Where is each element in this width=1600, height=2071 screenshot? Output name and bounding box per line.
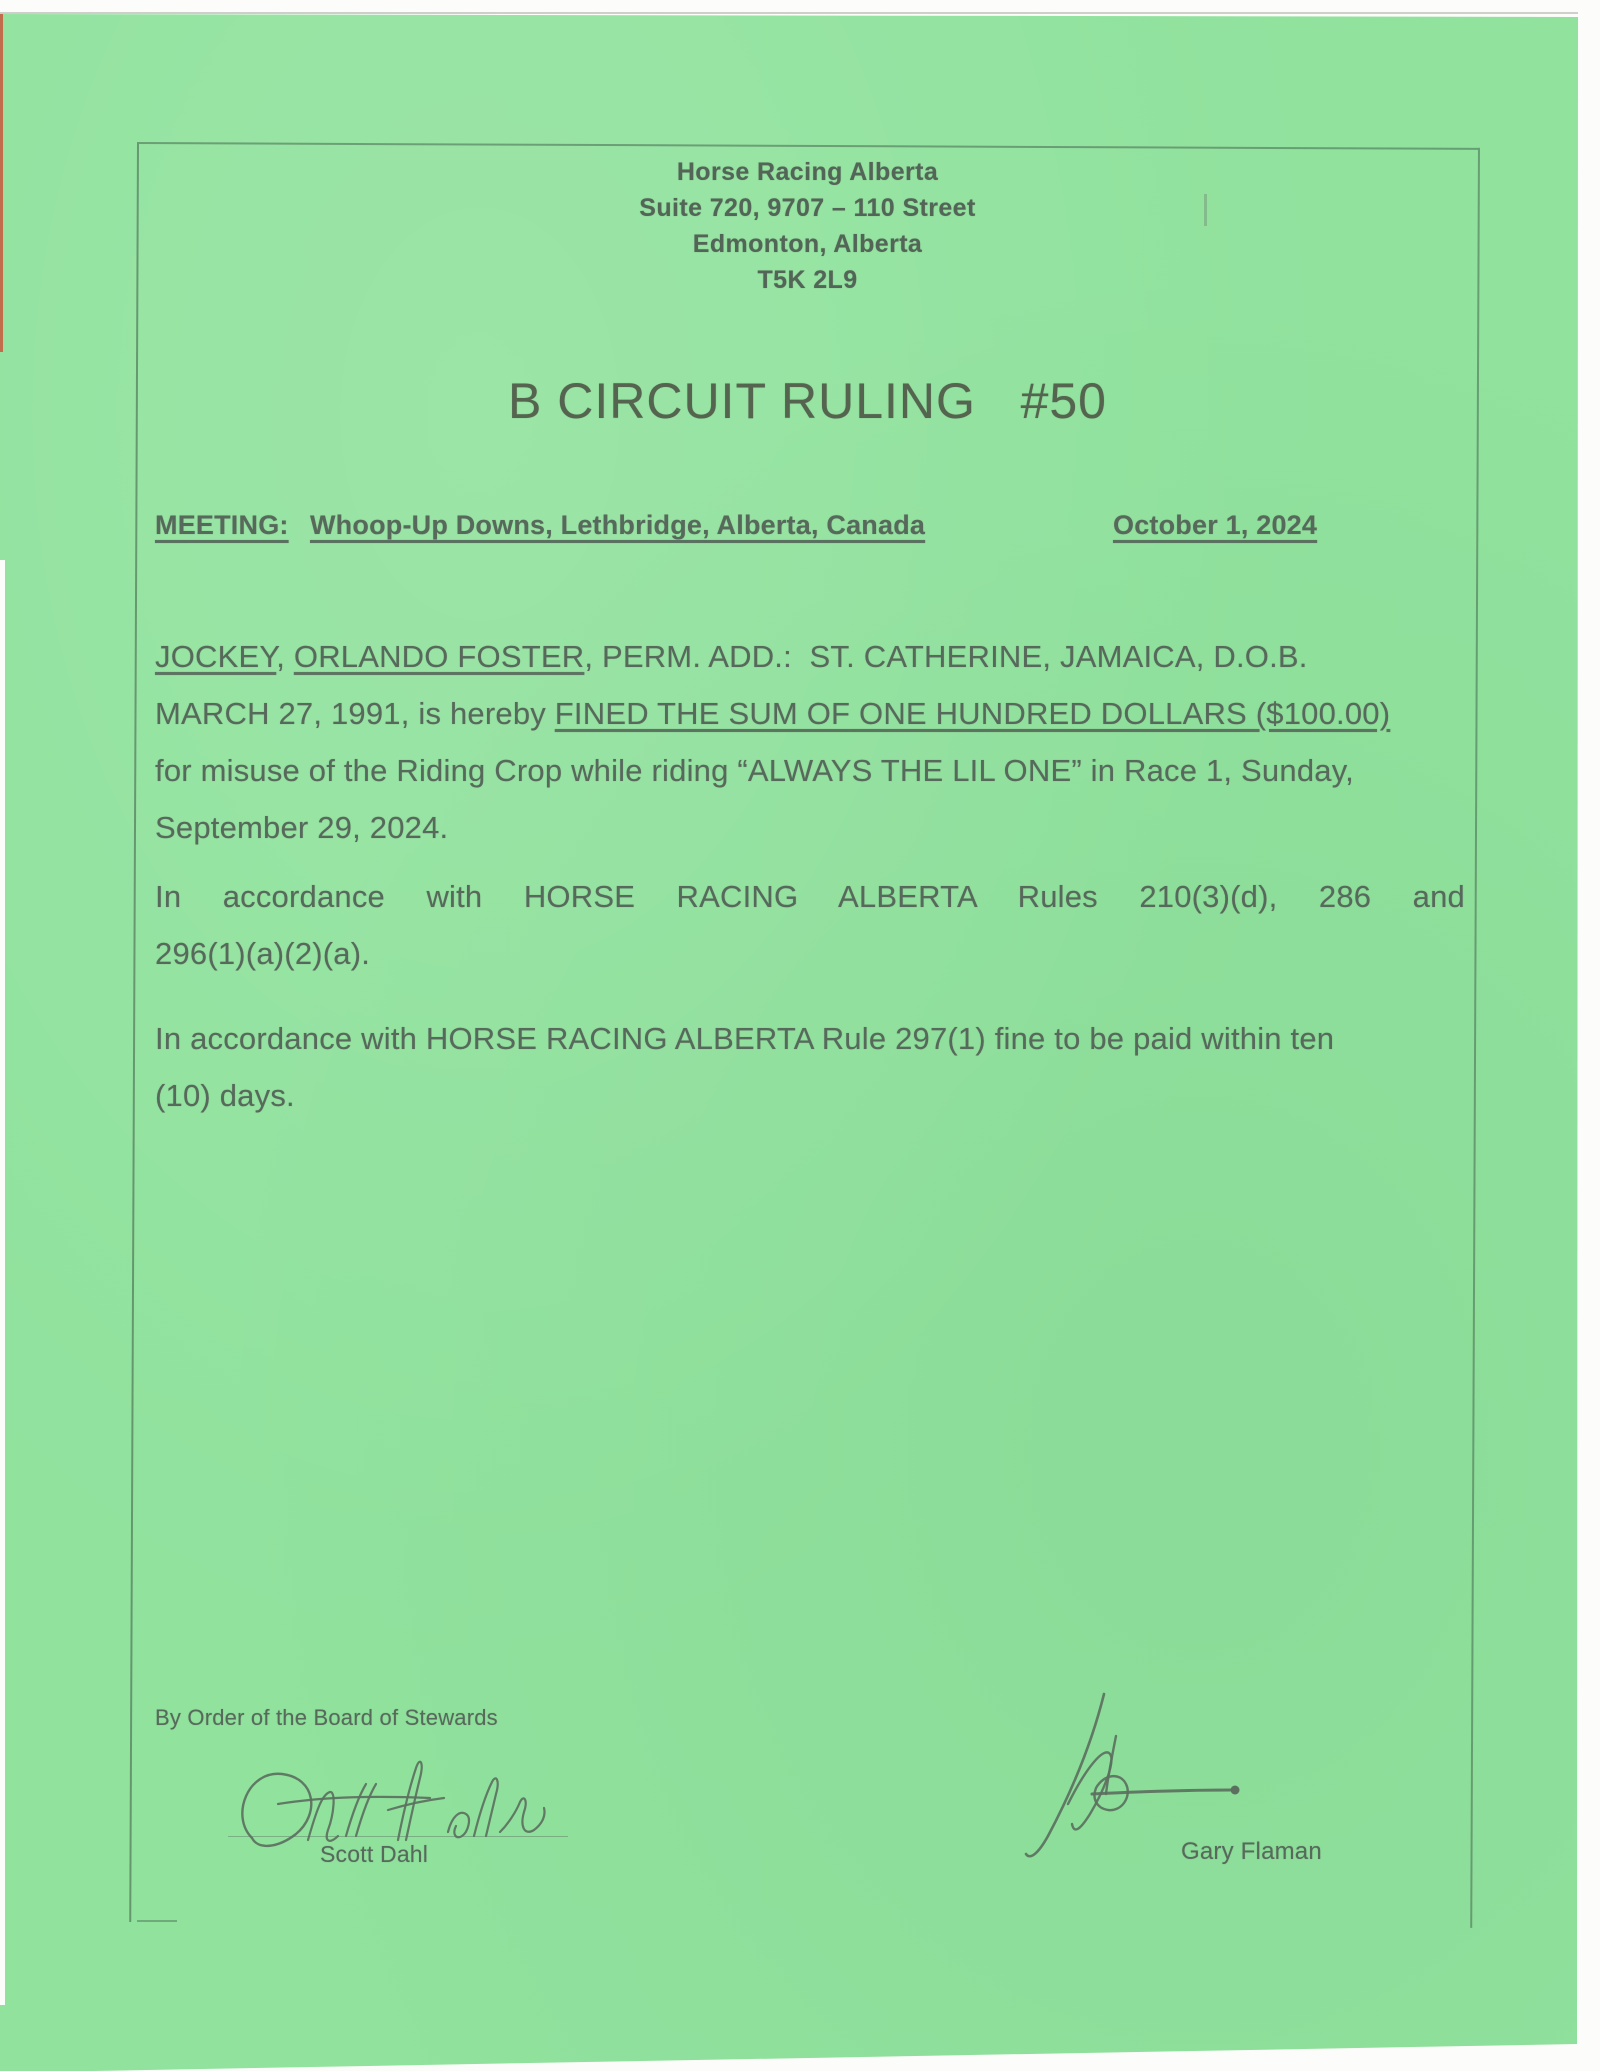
payment-line-2: (10) days. [155,1078,295,1113]
signatory-name-left: Scott Dahl [320,1841,429,1867]
rules-line-1: In accordance with HORSE RACING ALBERTA Rules 210(3)(d), 286 and [155,879,1465,914]
org-city: Edmonton, Alberta [692,230,923,258]
meeting-label: MEETING: [155,510,289,540]
jockey-label: JOCKEY [155,639,277,674]
dob-and-verb: MARCH 27, 1991, is hereby [155,696,555,731]
scan-left-edge-gap [0,560,5,2005]
penalty-line-4: September 29, 2024. [155,810,449,845]
document-title: B CIRCUIT RULING #50 [507,373,1107,429]
signatory-name-right: Gary Flaman [1181,1838,1322,1865]
meeting-date: October 1, 2024 [1113,510,1318,540]
ruling-border-bottom-tick [137,1920,177,1922]
meeting-venue: Whoop-Up Downs, Lethbridge, Alberta, Canada [310,510,926,540]
ruling-paragraph-rules [155,868,1465,982]
by-order-statement: By Order of the Board of Stewards [155,1705,498,1730]
signature-scan-line [228,1836,568,1837]
rules-line-2: 296(1)(a)(2)(a). [155,936,371,971]
penalty-line-2 [155,685,1465,742]
letterhead [137,154,1478,298]
scan-top-shadow [0,12,1578,14]
org-address: Suite 720, 9707 – 110 Street [639,194,976,222]
penalty-line-3: for misuse of the Riding Crop while riding “ALWAYS THE LIL ONE” in Race 1, Sunday, [155,753,1354,788]
meeting-row [155,510,1475,554]
ruling-paragraph-penalty [155,628,1465,856]
org-name: Horse Racing Alberta [676,158,939,186]
fine-amount: FINED THE SUM OF ONE HUNDRED DOLLARS ($100.00) [554,696,1391,731]
scan-red-edge-artifact [0,14,3,352]
payment-line-1: In accordance with HORSE RACING ALBERTA Rule 297(1) fine to be paid within ten [155,1021,1335,1056]
ruling-paragraph-payment [155,1010,1465,1124]
separator: , [276,639,294,674]
org-postal-code: T5K 2L9 [757,266,858,294]
jockey-address: , PERM. ADD.: ST. CATHERINE, JAMAICA, D.O.B. [584,639,1308,674]
jockey-name: ORLANDO FOSTER [293,639,585,674]
penalty-line-1 [155,628,1465,685]
